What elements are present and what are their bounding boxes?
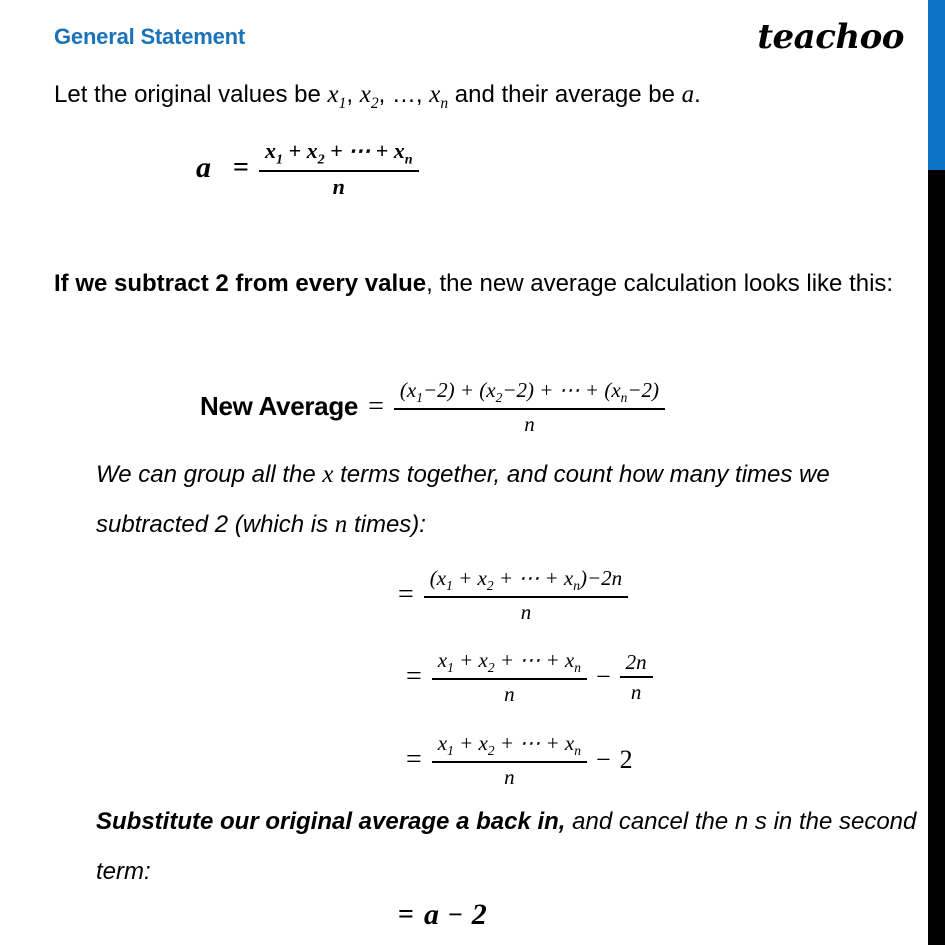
final-result (388, 898, 487, 932)
plus-sign: + (288, 138, 302, 163)
step3-constant: 2 (619, 744, 633, 774)
new-average-denominator: n (524, 411, 535, 436)
derivation-step-2 (396, 648, 653, 706)
page-title: General Statement (54, 24, 246, 49)
plus-sign: + (544, 566, 559, 590)
substitute-paragraph (96, 797, 936, 897)
variable-x2: $x_2$ (359, 81, 379, 112)
term-x2-minus-2: $(x_2-2)$ (479, 378, 534, 406)
group-line1-after: terms together, and count how many times (333, 461, 793, 488)
step3-denominator: n (504, 764, 515, 789)
right-accent-bar (928, 0, 945, 945)
term-x1: $x_1$ (264, 138, 284, 168)
formula-average-denominator: n (332, 173, 345, 199)
plus-sign: + (330, 138, 343, 163)
step3-equals: = (406, 743, 422, 775)
step1-equals: = (398, 578, 414, 610)
term-x1: $x_1$ (436, 566, 453, 594)
intro-text-middle: and their average be (448, 81, 682, 108)
step2-fraction-second (620, 650, 653, 704)
formula-new-average (200, 378, 665, 436)
ellipsis: ⋯ (519, 648, 541, 672)
group-paragraph (96, 450, 926, 550)
term-xn: $x_n$ (564, 731, 581, 759)
plus-sign: + (459, 648, 474, 672)
paren-close-minus-2n: )−2n (579, 566, 623, 590)
term-x2: $x_2$ (477, 566, 494, 594)
term-x1-minus-2: $(x_1-2)$ (399, 378, 455, 406)
intro-sentence (54, 70, 894, 129)
paren-open: ( (429, 566, 437, 590)
accent-bar-blue-segment (928, 0, 945, 170)
final-constant: 2 (471, 898, 487, 931)
term-x1: $x_1$ (437, 731, 454, 759)
group-line1-before: We can group all the (96, 461, 323, 488)
intro-text-before: Let the original values be (54, 81, 328, 108)
substitute-rest-line1: and cancel the n s in (565, 808, 793, 835)
formula-average-lead: a (196, 151, 211, 185)
plus-sign: + (545, 731, 560, 755)
plus-sign: + (499, 648, 514, 672)
plus-sign: + (545, 648, 560, 672)
step1-numerator (424, 566, 628, 596)
intro-separator-1: , (346, 81, 360, 108)
final-equals: = (398, 899, 414, 930)
variable-x: x (322, 461, 334, 488)
plus-sign: + (539, 378, 554, 402)
variable-n: n (334, 511, 348, 538)
term-x2: $x_2$ (478, 731, 495, 759)
group-line2-before: we subtracted 2 (which is (96, 461, 830, 538)
ellipsis: ⋯ (518, 566, 540, 590)
intro-separator-2: , …, (378, 81, 430, 108)
page-header (54, 16, 908, 58)
formula-average (196, 138, 419, 199)
term-xn: $x_n$ (564, 648, 581, 676)
plus-sign: + (459, 731, 474, 755)
step1-denominator: n (520, 599, 532, 624)
step3-numerator (432, 731, 587, 761)
variable-xn: $x_n$ (429, 81, 449, 112)
plus-sign: + (584, 378, 600, 402)
step2-minus: − (595, 661, 611, 691)
derivation-step-1 (388, 566, 628, 624)
subtract-paragraph (54, 259, 904, 309)
plus-sign: + (499, 731, 514, 755)
step2-second-numerator: 2n (625, 649, 647, 674)
step2-equals: = (406, 660, 422, 692)
step1-fraction (424, 566, 628, 624)
step3-minus: − (595, 744, 611, 774)
group-line2-after: times): (347, 511, 426, 538)
subtract-bold-phrase: If we subtract 2 from every value (54, 270, 427, 297)
accent-bar-black-segment (928, 170, 945, 945)
formula-average-equals: = (233, 152, 249, 184)
ellipsis: ⋯ (519, 731, 541, 755)
subtract-rest-text: , the new average calculation looks like this: (426, 270, 894, 297)
ellipsis: ⋯ (558, 378, 580, 402)
plus-sign: + (498, 566, 513, 590)
plus-sign: + (459, 378, 475, 402)
step2-denominator: n (504, 681, 515, 706)
term-x2: $x_2$ (306, 138, 325, 168)
substitute-bold-phrase: Substitute our original average a back in, (96, 808, 566, 835)
term-x2: $x_2$ (478, 648, 495, 676)
term-xn-minus-2: $(x_n-2)$ (604, 378, 660, 406)
term-x1: $x_1$ (437, 648, 454, 676)
step3-fraction (432, 731, 587, 789)
new-average-fraction (394, 378, 665, 436)
variable-x1: $x_1$ (327, 81, 347, 112)
derivation-step-3 (396, 731, 633, 789)
teachoo-logo: teachoo (757, 17, 904, 57)
step2-fraction-first (432, 648, 587, 706)
plus-sign: + (458, 566, 473, 590)
step2-numerator (432, 648, 587, 678)
final-variable: a (423, 898, 439, 931)
formula-average-fraction (259, 138, 419, 199)
term-xn: $x_n$ (393, 138, 413, 168)
new-average-equals: = (368, 390, 384, 422)
new-average-numerator (394, 378, 665, 408)
formula-average-numerator (259, 138, 419, 170)
variable-a: a (681, 81, 695, 108)
plus-sign: + (375, 138, 389, 163)
new-average-label: New Average (200, 391, 359, 422)
final-minus: − (447, 900, 463, 929)
ellipsis: ⋯ (348, 138, 371, 163)
substitute-line2: the second term: (96, 808, 917, 885)
term-xn: $x_n$ (563, 566, 580, 594)
intro-text-after: . (694, 81, 701, 108)
step2-second-denominator: n (630, 679, 642, 704)
